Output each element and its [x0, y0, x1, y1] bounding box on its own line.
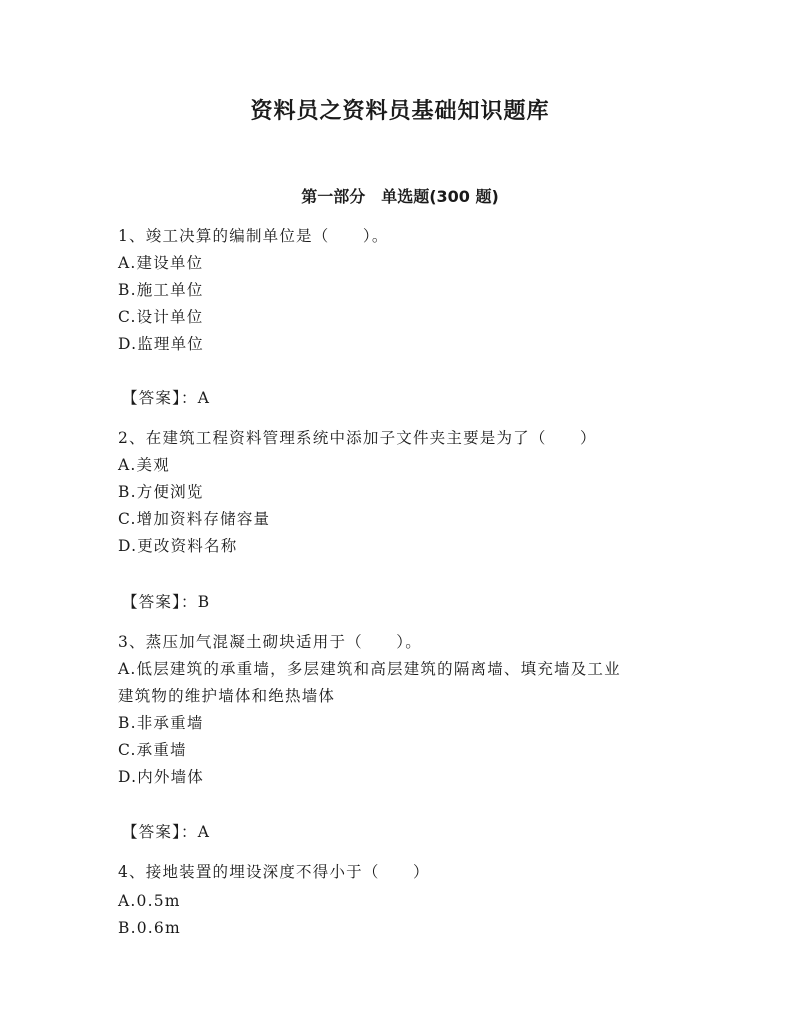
option: D.监理单位	[118, 335, 205, 353]
option: D.更改资料名称	[118, 537, 238, 555]
section-heading: 第一部分 单选题(300 题)	[301, 187, 499, 206]
option: A.0.5m	[118, 892, 181, 910]
answer-label: 【答案】：B	[122, 593, 211, 611]
option: B.非承重墙	[118, 714, 204, 732]
option: C.设计单位	[118, 308, 204, 326]
option: C.承重墙	[118, 741, 187, 759]
option: B.0.6m	[118, 919, 181, 937]
option: B.施工单位	[118, 281, 204, 299]
option-continuation: 建筑物的维护墙体和绝热墙体	[118, 687, 336, 705]
option: A.低层建筑的承重墙，多层建筑和高层建筑的隔离墙、填充墙及工业	[118, 660, 621, 678]
option: A.美观	[118, 456, 170, 474]
option: B.方便浏览	[118, 483, 204, 501]
document-title: 资料员之资料员基础知识题库	[250, 99, 550, 124]
question-stem: 2、在建筑工程资料管理系统中添加子文件夹主要是为了（ ）	[118, 429, 597, 447]
answer-label: 【答案】：A	[122, 389, 211, 407]
option: D.内外墙体	[118, 768, 205, 786]
answer-label: 【答案】：A	[122, 823, 211, 841]
option: A.建设单位	[118, 254, 204, 272]
question-stem: 4、接地装置的埋设深度不得小于（ ）	[118, 863, 430, 881]
question-stem: 1、竣工决算的编制单位是（ ）。	[118, 227, 389, 245]
option: C.增加资料存储容量	[118, 510, 271, 528]
question-stem: 3、蒸压加气混凝土砌块适用于（ ）。	[118, 633, 422, 651]
